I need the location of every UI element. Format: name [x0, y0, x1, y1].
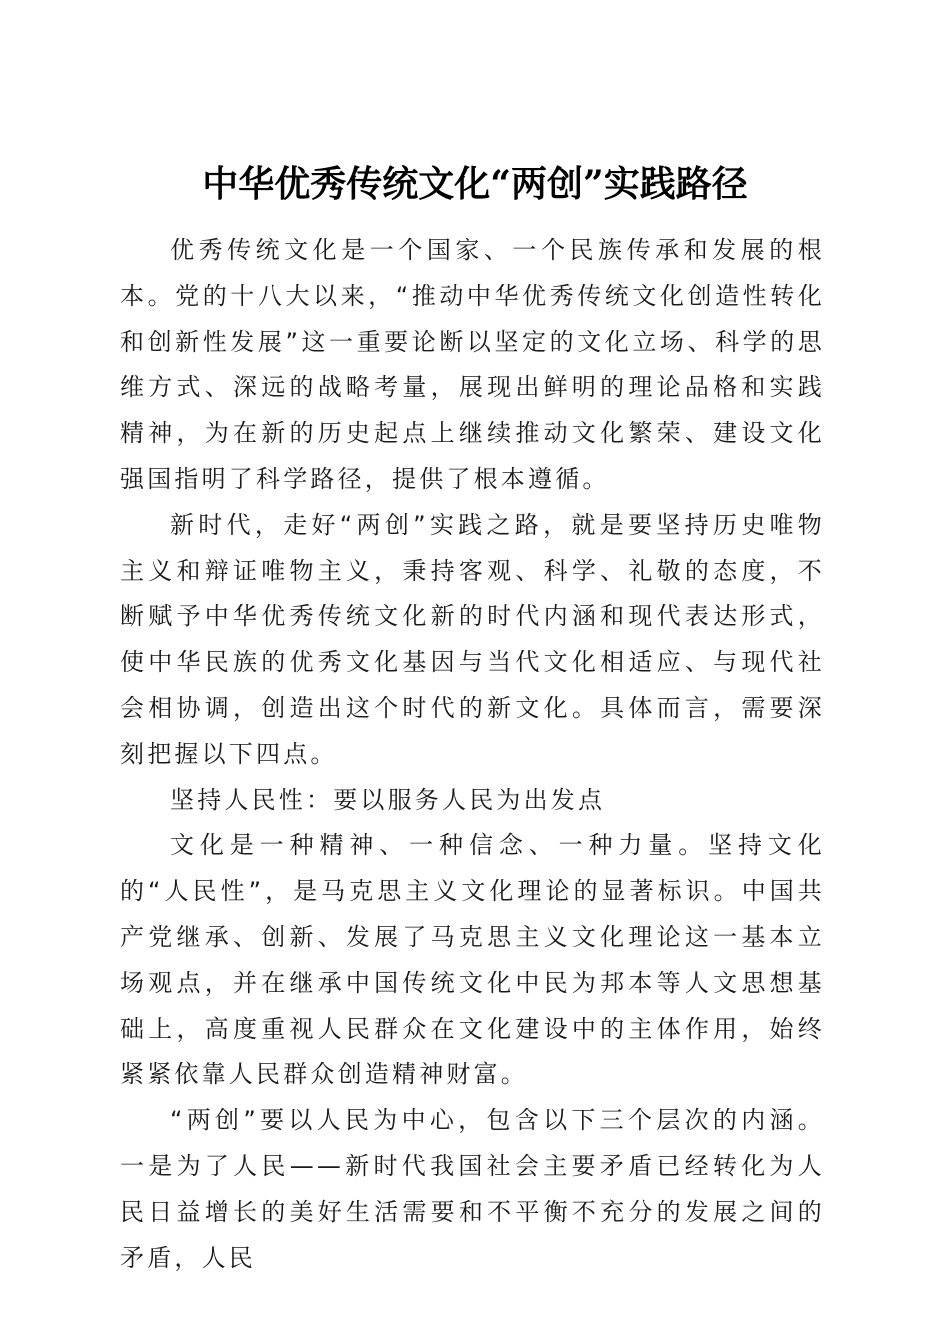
paragraph-culture-people: 文化是一种精神、一种信念、一种力量。坚持文化的“人民性”，是马克思主义文化理论的显著标识。中国共产党继承、创新、发展了马克思主义文化理论这一基本立场观点，并在继承中国传统文化中民为邦本等人文思想基础上，高度重视人民群众在文化建设中的主体作用，始终紧紧依靠人民群众创造精神财富。 — [120, 831, 825, 1089]
document-body — [120, 228, 825, 1281]
section-heading-people: 坚持人民性：要以服务人民为出发点 — [170, 785, 606, 814]
paragraph-people-centered: “两创”要以人民为中心，包含以下三个层次的内涵。一是为了人民——新时代我国社会主要矛盾已经转化为人民日益增长的美好生活需要和不平衡不充分的发展之间的矛盾，人民 — [120, 1106, 825, 1272]
paragraph-intro: 优秀传统文化是一个国家、一个民族传承和发展的根本。党的十八大以来，“推动中华优秀传统文化创造性转化和创新性发展”这一重要论断以坚定的文化立场、科学的思维方式、深远的战略考量，展现出鲜明的理论品格和实践精神，为在新的历史起点上继续推动文化繁荣、建设文化强国指明了科学路径，提供了根本遵循。 — [120, 236, 825, 493]
document-title: 中华优秀传统文化“两创”实践路径 — [202, 163, 748, 206]
paragraph-new-era: 新时代，走好“两创”实践之路，就是要坚持历史唯物主义和辩证唯物主义，秉持客观、科学、礼敬的态度，不断赋予中华优秀传统文化新的时代内涵和现代表达形式，使中华民族的优秀文化基因与当代文化相适应、与现代社会相协调，创造出这个时代的新文化。具体而言，需要深刻把握以下四点。 — [120, 510, 825, 768]
